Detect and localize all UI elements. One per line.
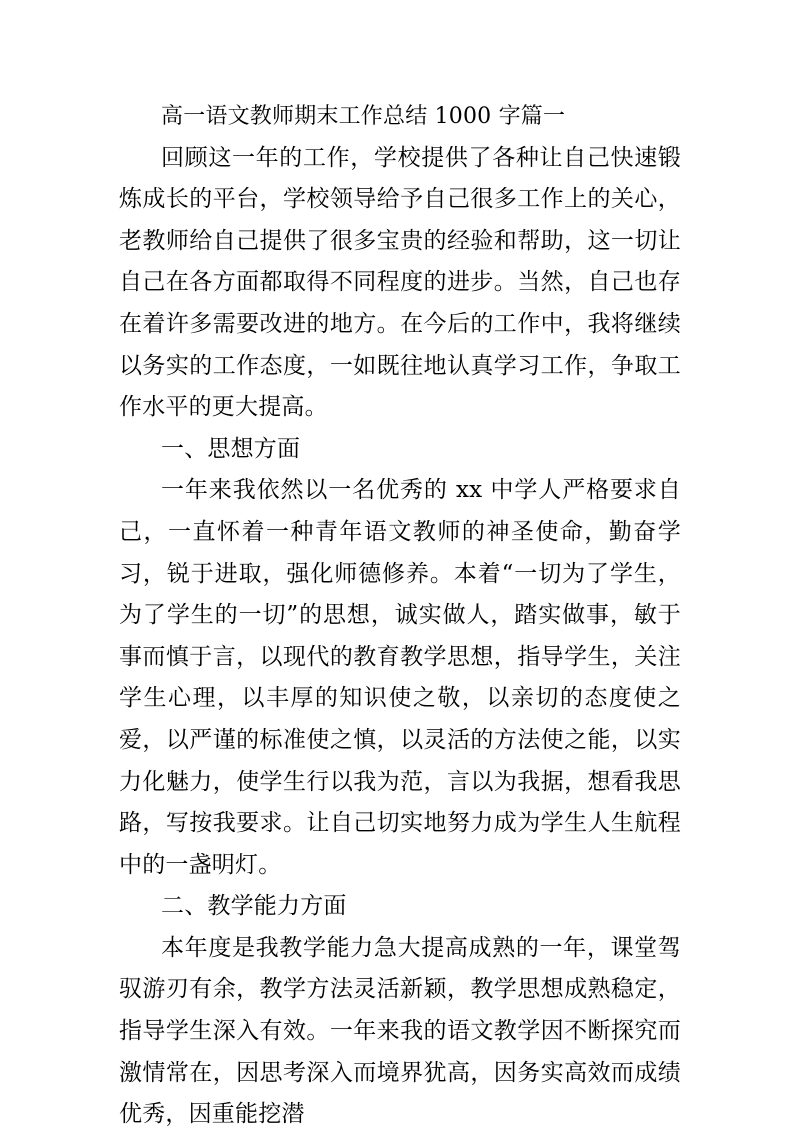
section-heading-thought: 一、思想方面 — [161, 435, 301, 462]
teaching-paragraph: 本年度是我教学能力急大提高成熟的一年，课堂驾驭游刃有余，教学方法灵活新颖，教学思想成熟稳定，指导学生深入有效。一年来我的语文教学因不断探究而激情常在，因思考深入而境界犹高，因务实高效而成绩优秀，因重能挖潜 — [119, 934, 681, 1128]
thought-paragraph: 一年来我依然以一名优秀的 xx 中学人严格要求自己，一直怀着一种青年语文教师的神圣使命，勤奋学习，锐于进取，强化师德修养。本着“一切为了学生，为了学生的一切”的思想，诚实做人，踏实做事，敏于事而慎于言，以现代的教育教学思想，指导学生，关注学生心理，以丰厚的知识使之敬，以亲切的态度使之爱，以严谨的标准使之慎，以灵活的方法使之能，以实力化魅力，使学生行以我为范，言以为我据，想看我思路，写按我要求。让自己切实地努力成为学生人生航程中的一盏明灯。 — [119, 477, 681, 878]
document-title: 高一语文教师期末工作总结 1000 字篇一 — [161, 104, 566, 129]
section-heading-teaching: 二、教学能力方面 — [161, 893, 347, 920]
intro-paragraph: 回顾这一年的工作，学校提供了各种让自己快速锻炼成长的平台，学校领导给予自己很多工作上的关心，老教师给自己提供了很多宝贵的经验和帮助，这一切让自己在各方面都取得不同程度的进步。当然，自己也存在着许多需要改进的地方。在今后的工作中，我将继续以务实的工作态度，一如既往地认真学习工作，争取工作水平的更大提高。 — [119, 144, 681, 421]
document-body — [119, 96, 681, 1136]
